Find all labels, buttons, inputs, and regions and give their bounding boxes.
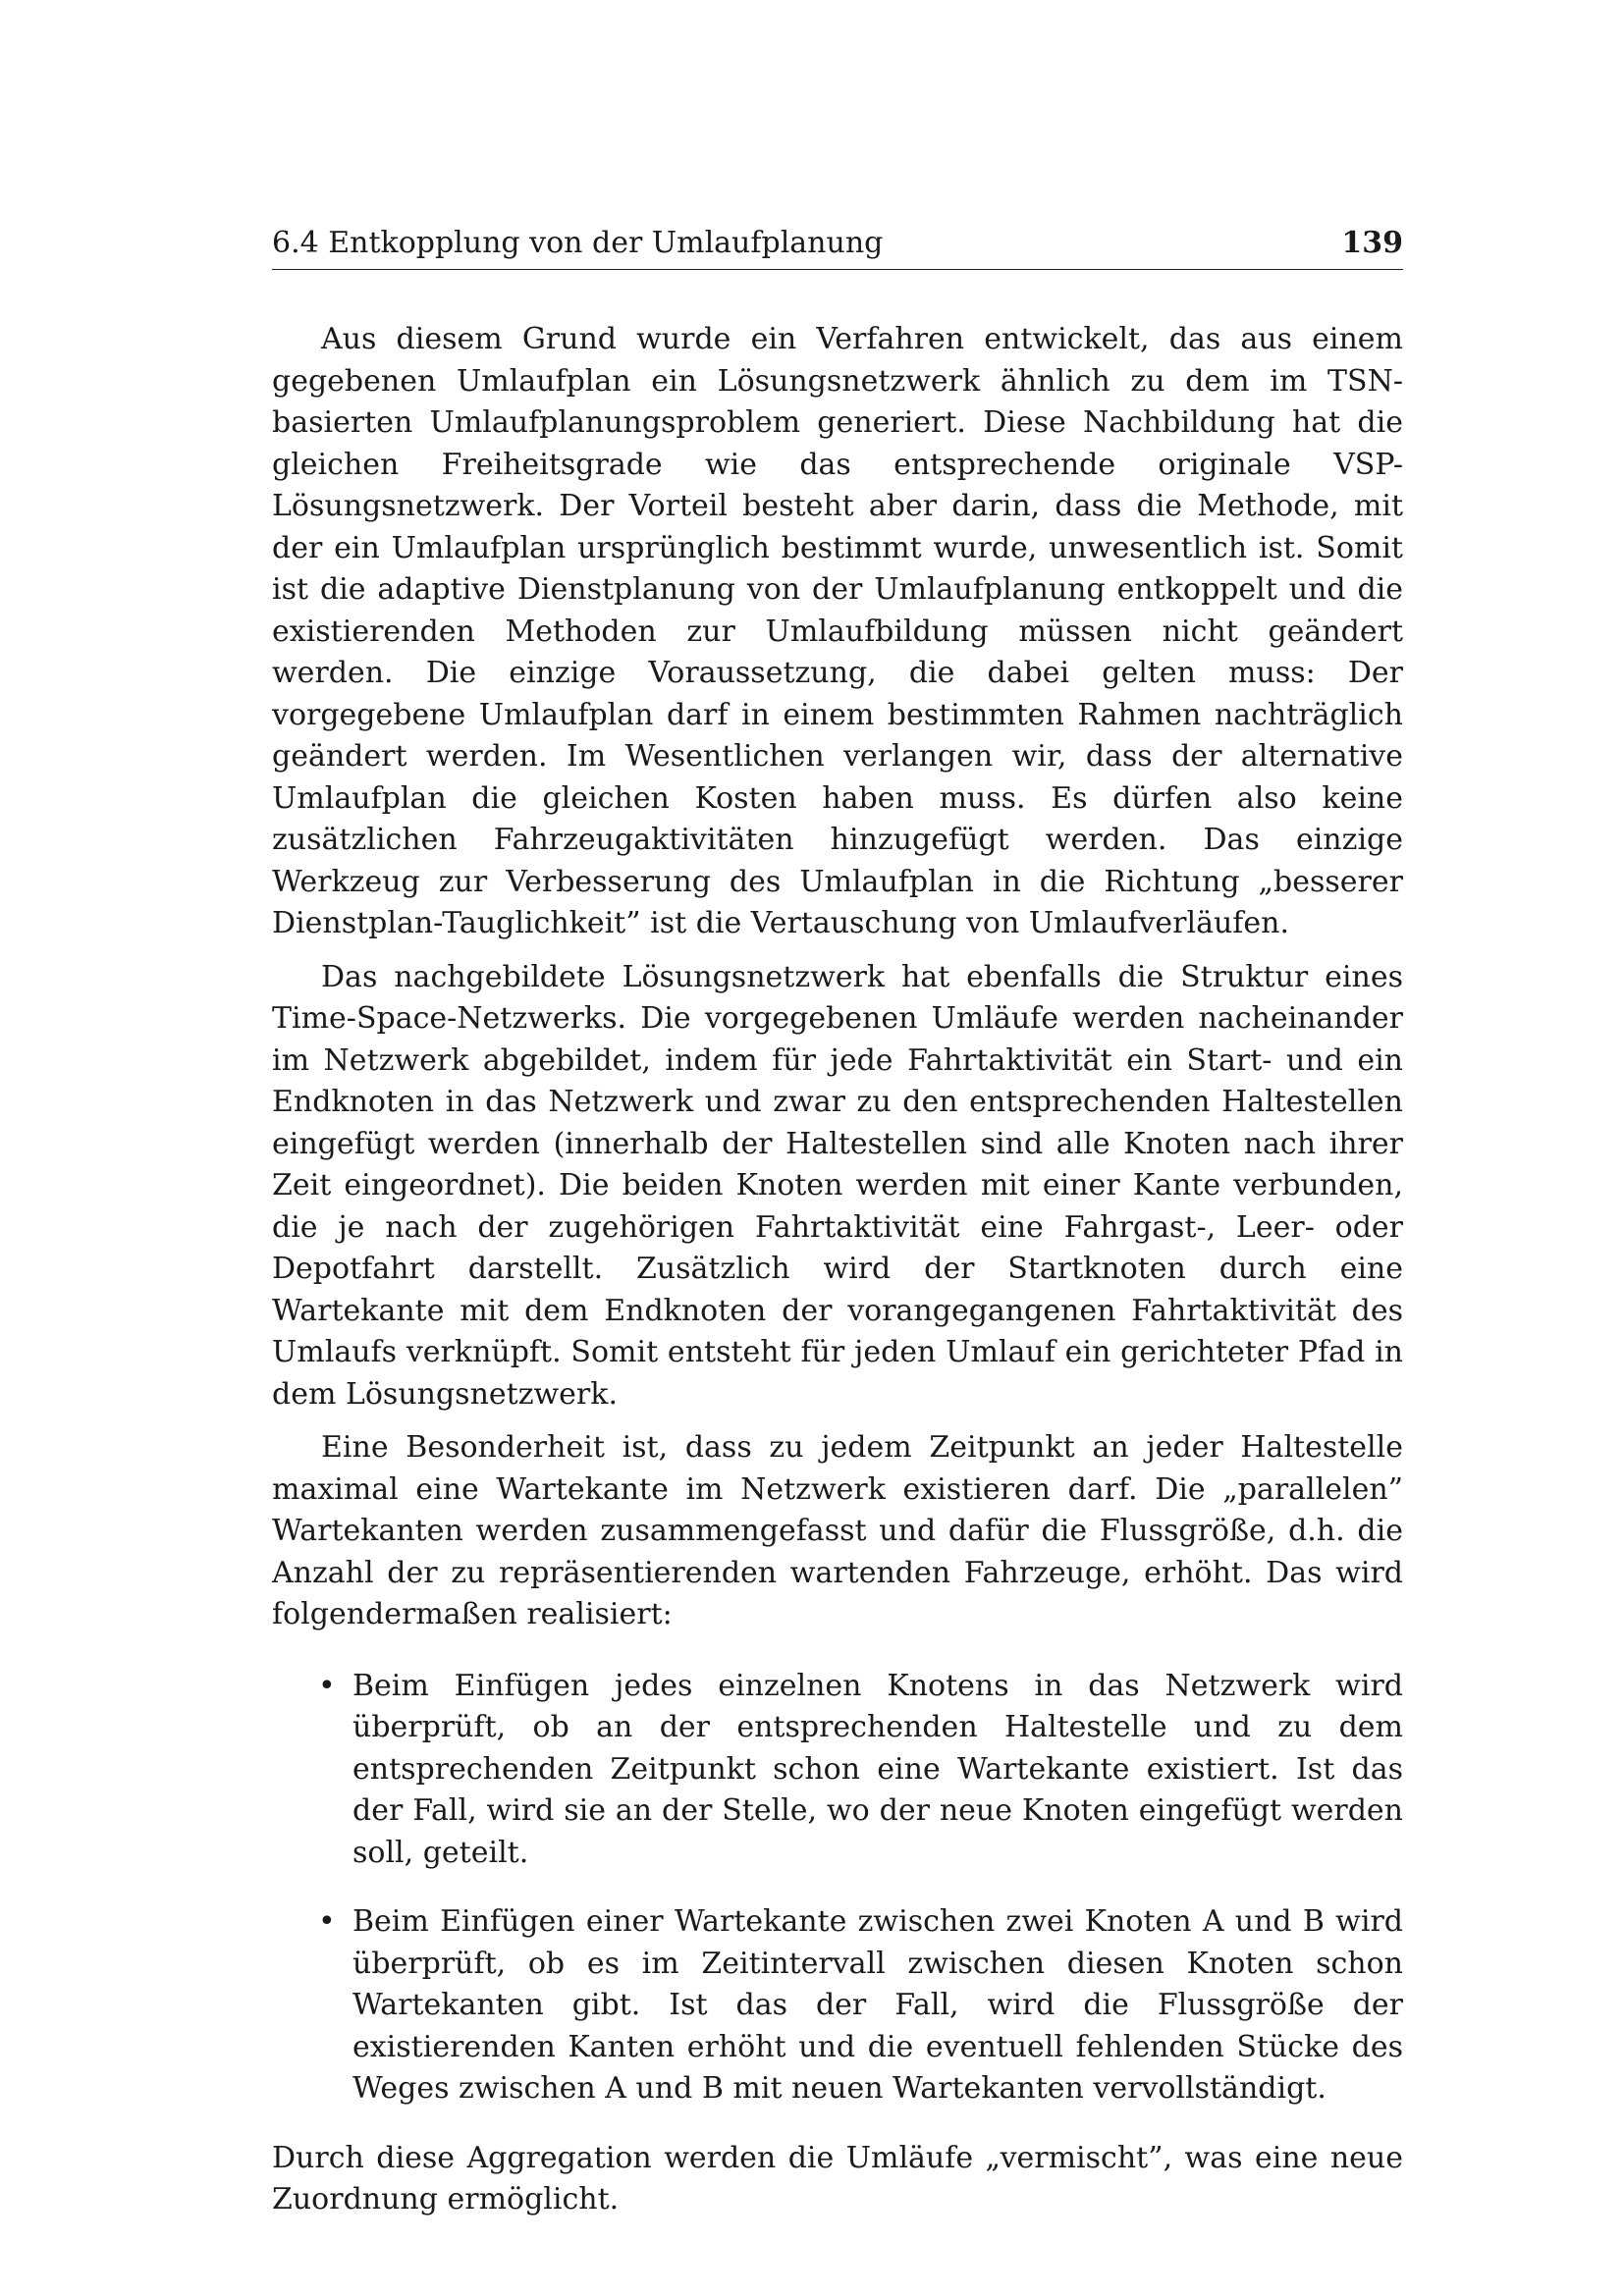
bullet-list (272, 1666, 1403, 2110)
paragraph: Eine Besonderheit ist, dass zu jedem Zeitpunkt an jeder Haltestelle maximal eine Wartekante im Netzwerk existieren darf. Die „parallelen” Wartekanten werden zusammengefasst und dafür die Flussgröße, d.h. die Anzahl der zu repräsentierenden wartenden Fahrzeuge, erhöht. Das wird folgendermaßen realisiert: (272, 1430, 1403, 1631)
body-text (272, 319, 1403, 2221)
page (272, 224, 1403, 2233)
paragraph: Das nachgebildete Lösungsnetzwerk hat ebenfalls die Struktur eines Time-Space-Netzwerks. Die vorgegebenen Umläufe werden nacheinander im Netzwerk abgebildet, indem für jede Fahrtaktivität ein Start- und ein Endknoten in das Netzwerk und zwar zu den entsprechenden Haltestellen eingefügt werden (innerhalb der Haltestellen sind alle Knoten nach ihrer Zeit eingeordnet). Die beiden Knoten werden mit einer Kante verbunden, die je nach der zugehörigen Fahrtaktivität eine Fahrgast-, Leer- oder Depotfahrt darstellt. Zusätzlich wird der Startknoten durch eine Wartekante mit dem Endknoten der vorangegangenen Fahrtaktivität des Umlaufs verknüpft. Somit entsteht für jeden Umlauf ein gerichteter Pfad in dem Lösungsnetzwerk. (272, 959, 1403, 1412)
section-title: 6.4 Entkopplung von der Umlaufplanung (272, 226, 884, 260)
closing-paragraph: Durch diese Aggregation werden die Umläufe „vermischt”, was eine neue Zuordnung ermöglicht. (272, 2140, 1403, 2216)
bullet-icon: • (318, 1904, 336, 1939)
list-item-text: Beim Einfügen jedes einzelnen Knotens in das Netzwerk wird überprüft, ob an der entsprechenden Haltestelle und zu dem entsprechenden Zeitpunkt schon eine Wartekante existiert. Ist das der Fall, wird sie an der Stelle, wo der neue Knoten eingefügt werden soll, geteilt. (352, 1668, 1403, 1870)
bullet-icon: • (318, 1668, 336, 1703)
list-item (272, 1901, 1403, 2110)
list-item (272, 1666, 1403, 1875)
page-number: 139 (1341, 226, 1403, 260)
paragraph: Aus diesem Grund wurde ein Verfahren entwickelt, das aus einem gegebenen Umlaufplan ein Lösungsnetzwerk ähnlich zu dem im TSN-basierten Umlaufplanungsproblem generiert. Diese Nachbildung hat die gleichen Freiheitsgrade wie das entsprechende originale VSP-Lösungsnetzwerk. Der Vorteil besteht aber darin, dass die Methode, mit der ein Umlaufplan ursprünglich bestimmt wurde, unwesentlich ist. Somit ist die adaptive Dienstplanung von der Umlaufplanung entkoppelt und die existierenden Methoden zur Umlaufbildung müssen nicht geändert werden. Die einzige Voraussetzung, die dabei gelten muss: Der vorgegebene Umlaufplan darf in einem bestimmten Rahmen nachträglich geändert werden. Im Wesentlichen verlangen wir, dass der alternative Umlaufplan die gleichen Kosten haben muss. Es dürfen also keine zusätzlichen Fahrzeugaktivitäten hinzugefügt werden. Das einzige Werkzeug zur Verbesserung des Umlaufplan in die Richtung „besserer Dienstplan-Tauglichkeit” ist die Vertauschung von Umlaufverläufen. (272, 322, 1403, 940)
list-item-text: Beim Einfügen einer Wartekante zwischen zwei Knoten A und B wird überprüft, ob es im Zeitintervall zwischen diesen Knoten schon Wartekanten gibt. Ist das der Fall, wird die Flussgröße der existierenden Kanten erhöht und die eventuell fehlenden Stücke des Weges zwischen A und B mit neuen Wartekanten vervollständigt. (352, 1904, 1403, 2106)
running-header (272, 224, 1403, 270)
